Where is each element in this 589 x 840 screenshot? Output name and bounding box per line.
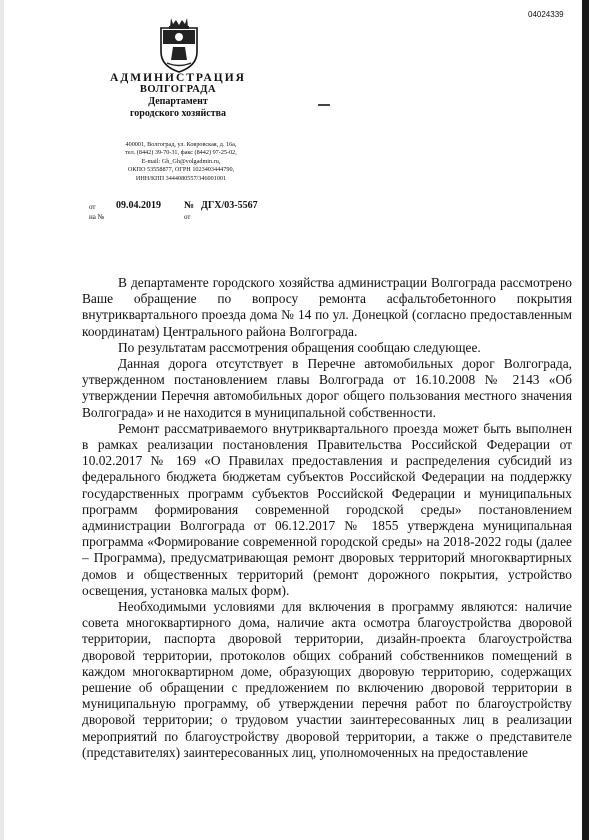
ref-number: ДГХ/03-5567 [201,200,258,211]
department-line-2: городского хозяйства [129,108,227,119]
contact-inn: ИНН/КПП 3444080557/346001001 [135,174,227,182]
scan-mark [318,104,330,106]
contact-address: 400001, Волгоград, ул. Ковровская, д. 16а, [125,141,237,148]
organization-name: АДМИНИСТРАЦИЯ [110,72,246,84]
contact-okpo: ОКПО 53558877, ОГРН 1023403444790, [127,166,235,174]
paragraph: Ремонт рассматриваемого внутриквартального проезда может быть выполнен в рамках реализации постановления Правительства Российской Федерации от 10.02.2017 № 169 «О Правилах предоставления и распределения субсидий из федерального бюджета бюджетам субъектов Российской Федерации на поддержку государственных программ субъектов Российской Федерации и муниципальных программ формирования современной городской среды» постановлением администрации Волгограда от 06.12.2017 № 1855 утверждена муниципальная программа «Формирование современной городской среды» на 2018-2022 годы (далее – Программа), предусматривающая ремонт дворовых территорий многоквартирных домов и общественных территорий (ремонт дорожного покрытия, устройство освещения, установка малых форм). [82,420,572,598]
contact-email: E-mail: Gh_Gh@volgadmin.ru, [141,157,221,165]
ref-date: 09.04.2019 [116,200,161,211]
paragraph: Необходимыми условиями для включения в программу являются: наличие совета многоквартирного дома, наличие акта осмотра благоустройства дворовой территории, паспорта дворовой территории, дизайн-проекта благоустройства дворовой территории, протоколов общих собраний собственников помещений в каждом многоквартирном доме, образующих дворовую территорию, содержащих решение об обращении с предложением по включению дворовой территории в муниципальную программу, об утверждении перечня работ по благоустройству дворовой территории; о трудовом участии заинтересованных лиц в реализации мероприятий по благоустройству дворовой территории, а также о представителе (представителях) заинтересованных лиц, уполномоченных на предоставление [82,599,572,760]
contact-phone: тел. (8442) 39-70-31, факс (8442) 97-25-02, [125,149,237,157]
scan-right-edge [582,0,589,840]
volgograd-coat-of-arms-icon [157,14,201,74]
department-line-1: Департамент [148,96,208,107]
letter-body [82,275,572,761]
ref-number-label: № [184,200,195,211]
ref-from-label: от [89,203,96,211]
ref-on-from-label: от [184,213,191,221]
paragraph: По результатам рассмотрения обращения сообщаю следующее. [118,339,481,355]
document-id: 04024339 [528,10,564,19]
contact-block [96,141,266,183]
paragraph: В департаменте городского хозяйства администрации Волгограда рассмотрено Ваше обращение по вопросу ремонта асфальтобетонного покрытия внутриквартального проезда дома № 14 по ул. Донецкой (согласно предоставленным координатам) Центрального района Волгограда. [82,275,572,339]
ref-on-label: на № [89,213,105,221]
letterhead [88,72,268,120]
scan-left-edge [0,0,4,840]
paragraph: Данная дорога отсутствует в Перечне автомобильных дорог Волгограда, утвержденном постановлением главы Волгограда от 16.10.2008 № 2143 «Об утверждении Перечня автомобильных дорог общего пользования местного значения Волгограда» и не находится в муниципальной собственности. [82,356,572,420]
city-name: ВОЛГОГРАДА [139,84,217,95]
